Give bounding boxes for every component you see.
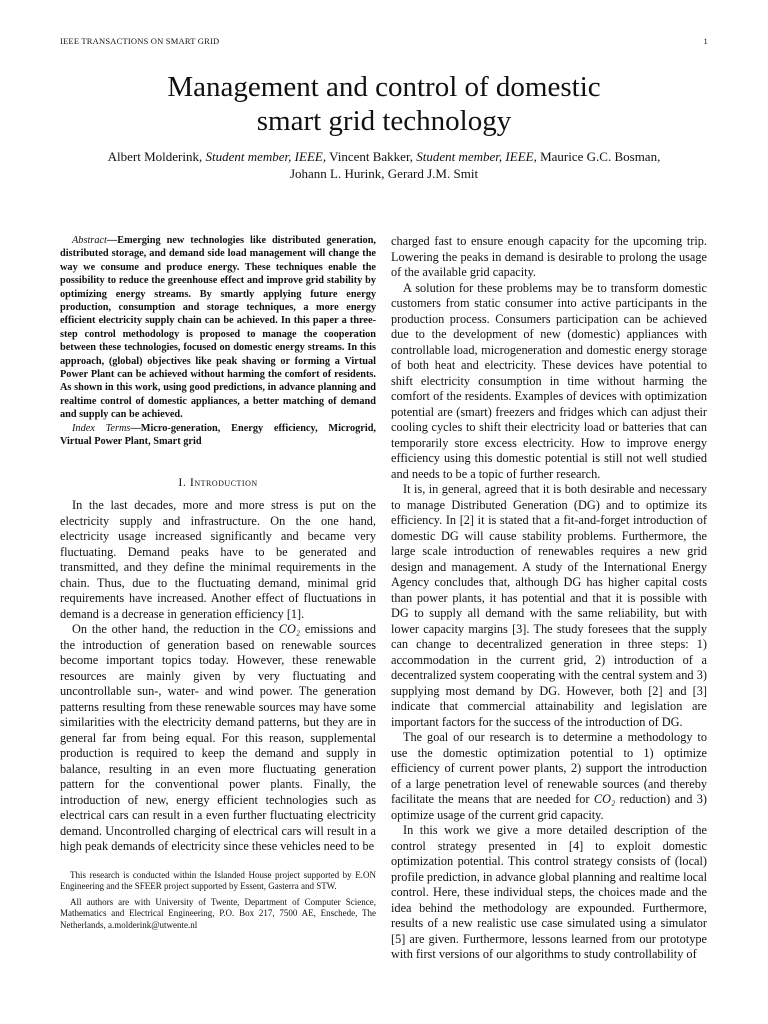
- footnotes: [60, 870, 376, 935]
- para-text: On the other hand, the reduction in the: [72, 622, 279, 636]
- journal-name: IEEE TRANSACTIONS ON SMART GRID: [60, 36, 220, 46]
- author-line-2: Johann L. Hurink, Gerard J.M. Smit: [289, 166, 479, 181]
- index-terms-lead: Index Terms: [72, 422, 131, 434]
- abstract-lead: Abstract: [72, 235, 107, 246]
- intro-paragraph-1: In the last decades, more and more stress is put on the electricity supply and infrastructure. On the one hand, electricity usage increased significantly and became very fluctuating. Demand peaks have to be generated and transmitted, and they define the minimal requirements in the chain. Thus, due to the fluctuating demand, minimal grid requirements have increased. Another effect of fluctuations in demand is a decrease in generation efficiency [1].: [60, 498, 376, 621]
- para-text: emissions and the introduction of generation based on renewable sources become important topics today. However, these renewable resources are mainly given by very fluctuating and uncontrollable sun-, water- and wind power. The generation patterns resulting from these renewable sources may have some similarities with the electricity demand patterns, but they are in general far from being equal. For this reason, supplemental production is required to keep the demand and supply in balance, resulting in an even more fluctuating generation pattern for the conventional power plants. Finally, the introduction of new, energy efficient technologies such as electrical cars can result in a even further fluctuating electricity demand. Uncontrolled charging of electrical cars will result in a high peak demands of electricity since these vehicles need to be: [60, 622, 376, 853]
- author-list: [60, 148, 708, 182]
- paper-title: [60, 70, 708, 138]
- intro-paragraph-2: [60, 622, 376, 855]
- intro-paragraph-4: It is, in general, agreed that it is both desirable and necessary to manage Distributed Generation (DG) and to optimize its efficiency. In [2] it is stated that a fit-and-forget introduction of domestic DG will cause stability problems. Furthermore, the large scale introduction of renewables requires a new grid design and management. A study of the International Energy Agency concludes that, although DG has higher capital costs than power plants, it has potential and that it is possible with DG to supply all demand with the same reliability, but with lower capacity margins [3]. The study foresees that the supply can change to decentralized generation in three steps: 1) accommodation in the current grid, 2) introduction of a decentralized system cooperating with the central system and 3) supplying most demand by DG. However, both [2] and [3] indicate that commercial attainability and legislation are important factors for the success of the introduction of DG.: [391, 482, 707, 729]
- title-line-1: Management and control of domestic: [167, 71, 601, 103]
- co2-formula: CO₂: [278, 622, 301, 636]
- footnote-affiliation: All authors are with University of Twente, Department of Computer Science, Mathematics and Electrical Engineering, P.O. Box 217, 7500 AE, Enschede, The Netherlands, a.molderink@utwente.nl: [60, 896, 376, 930]
- section-number: I.: [178, 474, 190, 489]
- author-line-1: [60, 148, 708, 165]
- page-number: 1: [703, 36, 708, 46]
- abstract-body: —Emerging new technologies like distributed generation, distributed storage, and demand side load management will change the way we consume and produce energy. These techniques enable the possibility to reduce the greenhouse effect and improve grid stability by optimizing energy streams. By smartly applying future energy production, consumption and storage techniques, a more energy efficient electricity supply chain can be achieved. In this paper a three-step control methodology is proposed to manage the cooperation between these technologies, focused on domestic energy streams. In this approach, (global) objectives like peak shaving or forming a Virtual Power Plant can be achieved without harming the comfort of residents. As shown in this work, using good predictions, in advance planning and realtime control of domestic appliances, a better matching of demand and supply can be achieved.: [60, 235, 376, 421]
- co2-formula: CO₂: [593, 792, 616, 806]
- para-text: The goal of our research is to determine a methodology to use the domestic optimization potential to 1) optimize efficiency of current power plants, 2) support the introduction of a large penetration level of renewable sources (and thereby facilitate the means that are needed for: [391, 730, 707, 806]
- index-terms: [60, 422, 376, 449]
- footnote-funding: This research is conducted within the Islanded House project supported by E.ON Engineering and the SFEER project supported by Essent, Gasterra and STW.: [60, 870, 376, 892]
- section-title: Introduction: [189, 474, 258, 489]
- left-column: [60, 234, 376, 855]
- author-role: Student member, IEEE,: [205, 149, 327, 164]
- author-name: Vincent Bakker,: [329, 149, 413, 164]
- abstract: [60, 234, 376, 449]
- abstract-text: [60, 234, 376, 422]
- intro-paragraph-5: [391, 730, 707, 823]
- title-line-2: smart grid technology: [256, 105, 512, 137]
- index-terms-body: —Micro-generation, Energy efficiency, Microgrid, Virtual Power Plant, Smart grid: [60, 422, 376, 448]
- author-name: Albert Molderink,: [107, 149, 203, 164]
- intro-paragraph-continued: charged fast to ensure enough capacity for the upcoming trip. Lowering the peaks in demand is desirable to prolong the usage of the available grid capacity.: [391, 234, 707, 279]
- para-text: reduction) and 3) optimize usage of the current grid capacity.: [391, 792, 707, 822]
- author-role: Student member, IEEE,: [416, 149, 537, 164]
- right-column: [391, 234, 707, 963]
- section-heading: [60, 475, 376, 491]
- intro-paragraph-3: A solution for these problems may be to transform domestic customers from static consumer into active participants in the production process. Consumers participation can be achieved due to the development of new (domestic) appliances with controllable load, microgeneration and domestic energy storage of both heat and electricity. These devices have potential to shift electricity consumption in time without harming the comfort of the residents. Examples of devices with optimization potential are (smart) freezers and fridges which can adjust their cooling cycles to shift their electricity load or batteries that can temporarily store excess electricity. How to improve energy efficiency using this domestic potential is still not well studied and needs to be a topic of further research.: [391, 280, 707, 481]
- author-name: Maurice G.C. Bosman,: [540, 149, 661, 164]
- intro-paragraph-6: In this work we give a more detailed description of the control strategy presented in [4] to exploit domestic optimization potential. This control strategy consists of (local) profile prediction, in advance global planning and realtime local control. Here, these individual steps, the choices made and the idea behind the methodology are expounded. Furthermore, results of a new realistic use case simulated using a simulator [5] are given. Furthermore, lessons learned from our prototype with first versions of our algorithms to study controllability of: [391, 823, 707, 961]
